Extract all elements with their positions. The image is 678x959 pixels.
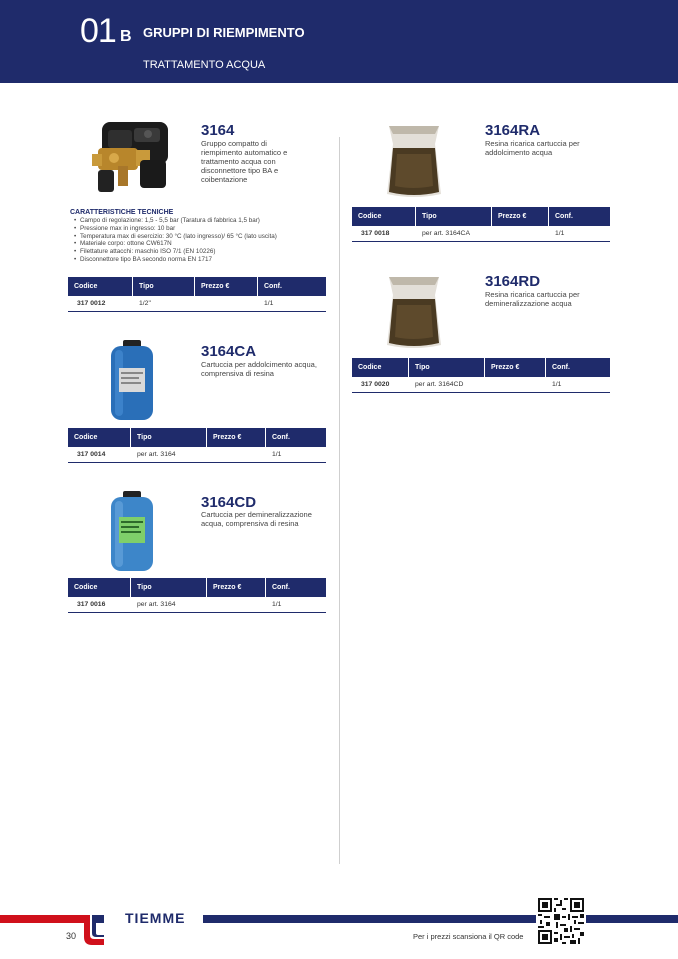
col-conf: Conf.	[272, 434, 290, 441]
cell-conf: 1/1	[264, 300, 274, 307]
col-conf: Conf.	[264, 283, 282, 290]
resin-bag-rd-image	[383, 273, 445, 351]
specs-list	[70, 217, 330, 264]
product-code-3164: 3164	[201, 122, 235, 139]
col-tipo: Tipo	[131, 428, 207, 447]
section-number: 01	[80, 12, 116, 50]
col-codice: Codice	[352, 207, 416, 226]
product-desc-3164cd: Cartuccia per demineralizzazione acqua, comprensiva di resina	[201, 510, 312, 528]
product-desc-3164ra: Resina ricarica cartuccia per addolcimento acqua	[485, 139, 580, 157]
product-desc-3164ca: Cartuccia per addolcimento acqua, comprensiva di resina	[201, 360, 317, 378]
col-codice: Codice	[68, 277, 133, 296]
technical-specs	[70, 209, 330, 264]
table-header	[68, 578, 326, 597]
cell-prezzo	[207, 447, 266, 462]
page-header	[0, 0, 678, 83]
table-row	[352, 226, 610, 242]
table-3164	[68, 277, 326, 312]
product-code-3164ra: 3164RA	[485, 122, 541, 139]
brand-logo: TIEMME	[125, 910, 186, 926]
qr-code-icon[interactable]	[536, 896, 586, 946]
resin-bag-ra-image	[383, 122, 445, 200]
column-divider	[339, 137, 340, 864]
spec-item: • Pressione max in ingresso: 10 bar	[80, 225, 330, 233]
col-codice: Codice	[68, 428, 131, 447]
table-header	[68, 277, 326, 296]
product-code-3164rd: 3164RD	[485, 273, 541, 290]
col-codice: Codice	[68, 578, 131, 597]
section-subtitle: TRATTAMENTO ACQUA	[143, 59, 266, 71]
cell-codice: 317 0012	[77, 300, 106, 307]
table-row	[352, 377, 610, 393]
col-conf: Conf.	[552, 364, 570, 371]
cell-tipo: per art. 3164CA	[422, 230, 470, 237]
table-row	[68, 597, 326, 613]
qr-caption: Per i prezzi scansiona il QR code	[413, 932, 524, 941]
cell-codice: 317 0016	[77, 601, 106, 608]
cartridge-cd-image	[109, 491, 155, 575]
cartridge-ca-image	[109, 340, 155, 424]
table-3164cd	[68, 578, 326, 613]
table-header	[68, 428, 326, 447]
cell-tipo: per art. 3164	[137, 601, 176, 608]
cell-prezzo	[207, 597, 266, 612]
table-header	[352, 358, 610, 377]
page-number: 30	[66, 931, 77, 941]
col-prezzo: Prezzo €	[485, 358, 546, 377]
col-prezzo: Prezzo €	[207, 428, 266, 447]
spec-item: • Temperatura max di esercizio: 30 °C (lato ingresso)/ 65 °C (lato uscita)	[80, 233, 330, 241]
table-3164rd	[352, 358, 610, 393]
product-desc-3164: Gruppo compatto di riempimento automatico e trattamento acqua con disconnettore tipo BA e coibentazione	[201, 139, 288, 184]
footer-red-bar	[0, 915, 82, 923]
cell-conf: 1/1	[272, 451, 282, 458]
cell-prezzo	[195, 296, 258, 311]
col-tipo: Tipo	[416, 207, 492, 226]
section-title: GRUPPI DI RIEMPIMENTO	[143, 25, 305, 40]
cell-conf: 1/1	[272, 601, 282, 608]
table-3164ra	[352, 207, 610, 242]
cell-tipo: per art. 3164	[137, 451, 176, 458]
cell-codice: 317 0020	[361, 381, 390, 388]
cell-prezzo	[485, 377, 546, 392]
footer-hook-graphic	[82, 915, 104, 945]
spec-item: • Materiale corpo: ottone CW617N	[80, 240, 330, 248]
col-conf: Conf.	[272, 584, 290, 591]
table-row	[68, 296, 326, 312]
cell-prezzo	[492, 226, 549, 241]
col-prezzo: Prezzo €	[492, 207, 549, 226]
col-codice: Codice	[352, 358, 409, 377]
cell-codice: 317 0018	[361, 230, 390, 237]
col-tipo: Tipo	[409, 358, 485, 377]
col-prezzo: Prezzo €	[195, 277, 258, 296]
cell-codice: 317 0014	[77, 451, 106, 458]
cell-tipo: per art. 3164CD	[415, 381, 464, 388]
specs-title: CARATTERISTICHE TECNICHE	[70, 209, 174, 216]
product-desc-3164rd: Resina ricarica cartuccia per demineralizzazione acqua	[485, 290, 580, 308]
product-code-3164cd: 3164CD	[201, 494, 257, 511]
col-tipo: Tipo	[133, 277, 195, 296]
section-letter: B	[120, 28, 132, 45]
product-code-3164ca: 3164CA	[201, 343, 257, 360]
valve-group-image	[88, 120, 174, 198]
spec-item: • Filettature attacchi: maschio ISO 7/1 (EN 10226)	[80, 248, 330, 256]
table-3164ca	[68, 428, 326, 463]
spec-item: • Campo di regolazione: 1,5 - 5,5 bar (Taratura di fabbrica 1,5 bar)	[80, 217, 330, 225]
cell-conf: 1/1	[552, 381, 562, 388]
footer-blue-bar	[203, 915, 678, 923]
spec-item: • Disconnettore tipo BA secondo norma EN 1717	[80, 256, 330, 264]
table-header	[352, 207, 610, 226]
col-tipo: Tipo	[131, 578, 207, 597]
cell-conf: 1/1	[555, 230, 565, 237]
col-prezzo: Prezzo €	[207, 578, 266, 597]
col-conf: Conf.	[555, 213, 573, 220]
table-row	[68, 447, 326, 463]
cell-tipo: 1/2"	[139, 300, 151, 307]
